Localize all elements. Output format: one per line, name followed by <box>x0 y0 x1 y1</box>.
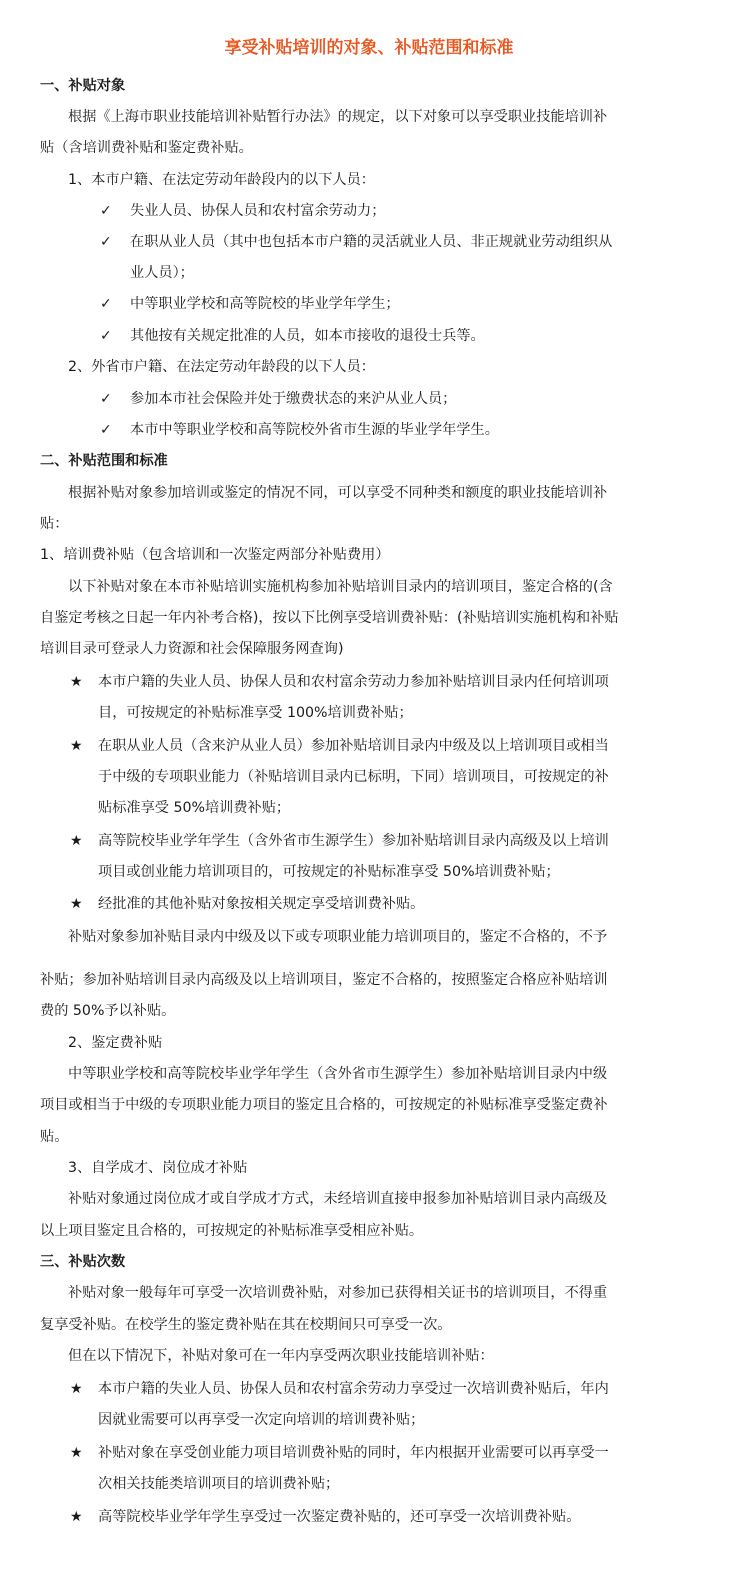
text-line: 业人员）； <box>130 265 194 281</box>
list-item: 补贴对象在享受创业能力项目培训费补贴的同时，年内根据开业需要可以再享受一 <box>98 1445 609 1461</box>
star-icon: ★ <box>70 896 83 912</box>
star-icon: ★ <box>70 1445 83 1461</box>
list-item: 在职从业人员（其中也包括本市户籍的灵活就业人员、非正规就业劳动组织从 <box>130 234 613 250</box>
section-heading: 三、补贴次数 <box>40 1254 126 1270</box>
text-line: 项目或相当于中级的专项职业能力项目的鉴定且合格的，可按规定的补贴标准享受鉴定费补 <box>40 1097 608 1113</box>
checkmark-icon: ✓ <box>100 296 112 312</box>
text-line: 2、鉴定费补贴 <box>68 1035 163 1051</box>
text-line: 3、自学成才、岗位成才补贴 <box>68 1160 248 1176</box>
list-item: 经批准的其他补贴对象按相关规定享受培训费补贴。 <box>98 896 425 912</box>
star-icon: ★ <box>70 833 83 849</box>
text-line: 项目或创业能力培训项目的，可按规定的补贴标准享受 50%培训费补贴； <box>98 864 560 880</box>
section-heading: 二、补贴范围和标准 <box>40 453 168 469</box>
text-line: 贴： <box>40 516 69 532</box>
checkmark-icon: ✓ <box>100 234 112 250</box>
text-line: 次相关技能类培训项目的培训费补贴； <box>98 1476 340 1492</box>
text-line: 以下补贴对象在本市补贴培训实施机构参加补贴培训目录内的培训项目，鉴定合格的(含 <box>68 579 613 595</box>
text-line: 因就业需要可以再享受一次定向培训的培训费补贴； <box>98 1412 425 1428</box>
text-line: 复享受补贴。在校学生的鉴定费补贴在其在校期间只可享受一次。 <box>40 1317 452 1333</box>
text-line: 补贴对象通过岗位成才或自学成才方式，未经培训直接申报参加补贴培训目录内高级及 <box>68 1191 608 1207</box>
text-line: 1、本市户籍、在法定劳动年龄段内的以下人员： <box>68 172 375 188</box>
text-line: 以上项目鉴定且合格的，可按规定的补贴标准享受相应补贴。 <box>40 1223 424 1239</box>
page-title: 享受补贴培训的对象、补贴范围和标准 <box>224 38 514 58</box>
star-icon: ★ <box>70 738 83 754</box>
star-icon: ★ <box>70 674 83 690</box>
text-line: 但在以下情况下，补贴对象可在一年内享受两次职业技能培训补贴： <box>68 1348 494 1364</box>
list-item: 在职从业人员（含来沪从业人员）参加补贴培训目录内中级及以上培训项目或相当 <box>98 738 609 754</box>
text-line: 培训目录可登录人力资源和社会保障服务网查询) <box>40 641 344 657</box>
list-item: 失业人员、协保人员和农村富余劳动力； <box>130 203 386 219</box>
text-line: 1、培训费补贴（包含培训和一次鉴定两部分补贴费用） <box>40 547 390 563</box>
checkmark-icon: ✓ <box>100 203 112 219</box>
text-line: 根据《上海市职业技能培训补贴暂行办法》的规定，以下对象可以享受职业技能培训补 <box>68 109 608 125</box>
checkmark-icon: ✓ <box>100 328 112 344</box>
text-line: 补贴对象一般每年可享受一次培训费补贴，对参加已获得相关证书的培训项目，不得重 <box>68 1285 608 1301</box>
text-line: 中等职业学校和高等院校毕业学年学生（含外省市生源学生）参加补贴培训目录内中级 <box>68 1066 608 1082</box>
text-line: 2、外省市户籍、在法定劳动年龄段的以下人员： <box>68 359 375 375</box>
star-icon: ★ <box>70 1509 83 1525</box>
text-line: 贴（含培训费补贴和鉴定费补贴。 <box>40 140 253 156</box>
list-item: 其他按有关规定批准的人员，如本市接收的退役士兵等。 <box>130 328 485 344</box>
text-line: 贴标准享受 50%培训费补贴； <box>98 800 291 816</box>
text-line: 贴。 <box>40 1129 69 1145</box>
text-line: 目，可按规定的补贴标准享受 100%培训费补贴； <box>98 705 413 721</box>
checkmark-icon: ✓ <box>100 422 112 438</box>
text-line: 费的 50%予以补贴。 <box>40 1003 176 1019</box>
list-item: 本市户籍的失业人员、协保人员和农村富余劳动力享受过一次培训费补贴后，年内 <box>98 1381 609 1397</box>
text-line: 补贴对象参加补贴目录内中级及以下或专项职业能力培训项目的，鉴定不合格的，不予 <box>68 929 608 945</box>
text-line: 于中级的专项职业能力（补贴培训目录内已标明，下同）培训项目，可按规定的补 <box>98 769 609 785</box>
list-item: 本市户籍的失业人员、协保人员和农村富余劳动力参加补贴培训目录内任何培训项 <box>98 674 609 690</box>
text-line: 根据补贴对象参加培训或鉴定的情况不同，可以享受不同种类和额度的职业技能培训补 <box>68 485 608 501</box>
text-line: 补贴；参加补贴培训目录内高级及以上培训项目，鉴定不合格的，按照鉴定合格应补贴培训 <box>40 972 608 988</box>
list-item: 高等院校毕业学年学生（含外省市生源学生）参加补贴培训目录内高级及以上培训 <box>98 833 609 849</box>
section-heading: 一、补贴对象 <box>40 78 126 94</box>
star-icon: ★ <box>70 1381 83 1397</box>
list-item: 高等院校毕业学年学生享受过一次鉴定费补贴的，还可享受一次培训费补贴。 <box>98 1509 581 1525</box>
checkmark-icon: ✓ <box>100 391 112 407</box>
list-item: 参加本市社会保险并处于缴费状态的来沪从业人员； <box>130 391 457 407</box>
list-item: 中等职业学校和高等院校的毕业学年学生； <box>130 296 400 312</box>
list-item: 本市中等职业学校和高等院校外省市生源的毕业学年学生。 <box>130 422 499 438</box>
text-line: 自鉴定考核之日起一年内补考合格)，按以下比例享受培训费补贴：(补贴培训实施机构和补贴 <box>40 610 619 626</box>
